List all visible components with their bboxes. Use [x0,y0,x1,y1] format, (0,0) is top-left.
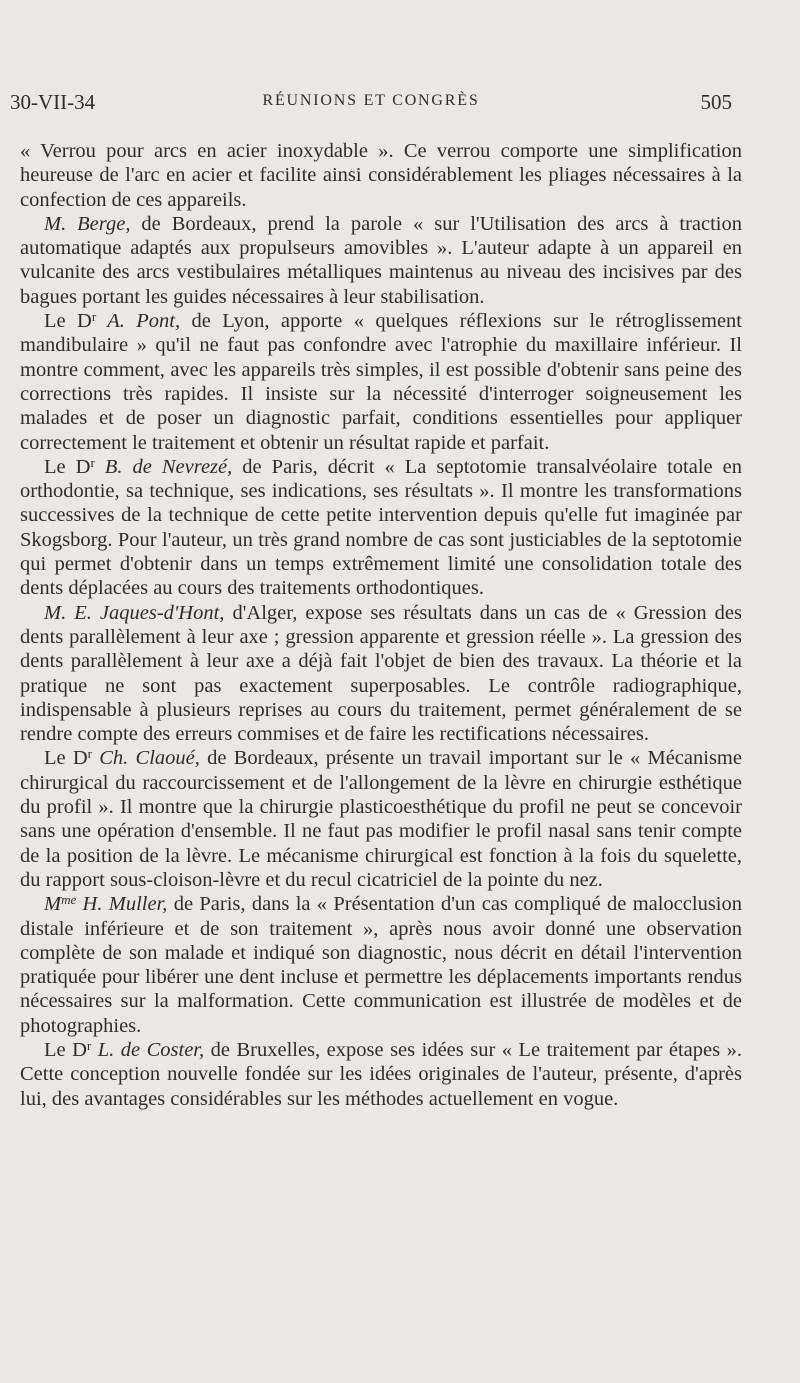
title-superscript: r [86,1037,92,1053]
title-superscript: r [87,746,93,762]
paragraph-text: de Paris, dans la « Présentation d'un cas compliqué de malocclusion distale inférieure et de son traitement », après nous avoir donné une observation complète de son malade et indiqué son diagnostic, nous décrit en détail l'intervention pratiquée pour libérer une dent incluse et permettre les déplacements importants rendus nécessaires sur la malformation. Cette communication est illustrée de modèles et de photographies. [20,893,742,1037]
speaker-title: Le D [44,310,92,333]
paragraph-text: de Bruxelles, expose ses idées sur « Le traitement par étapes ». Cette conception nouvelle fondée sur les idées originales de l'auteur, présente, d'après lui, des avantages considérables sur les méthodes actuellement en vogue. [20,1038,742,1110]
speaker-title: M [44,893,62,916]
paragraph-text: « Verrou pour arcs en acier inoxydable ». Ce verrou comporte une simplification heureuse de l'arc en acier et facilite ainsi considérablement les pliages nécessaires à la confection de ces appareils. [20,140,742,211]
paragraph-claoue [20,746,742,892]
paragraph-verrou [20,139,742,212]
paragraph-pont [20,309,742,455]
speaker-name: L. de Coster, [91,1038,205,1061]
title-superscript: r [91,309,97,325]
paragraph-text: de Bordeaux, présente un travail important sur le « Mécanisme chirurgical du raccourcissement et de l'allongement de la lèvre en chirurgie esthétique du profil ». Il montre que la chirurgie plasticoesthétique du profil ne peut se concevoir sans une opération d'ensemble. Il ne faut pas modifier le profil nasal sans tenir compte de la position de la lèvre. Le mécanisme chirurgical est fonction à la fois du squelette, du rapport sous-cloison-lèvre et du recul cicatriciel de la pointe du nez. [20,747,742,891]
speaker-title: Le D [44,455,91,478]
speaker-name: B. de Nevrezé, [94,455,233,478]
body-text [20,139,742,1111]
paragraph-jaques-dhont [20,601,742,747]
paragraph-berge [20,212,742,309]
speaker-name: H. Muller, [76,893,168,916]
header-date: 30-VII-34 [10,90,96,114]
speaker-name: Ch. Claoué, [92,747,200,770]
header-section-title: RÉUNIONS ET CONGRÈS [262,92,480,109]
paragraph-muller [20,892,742,1038]
paragraph-coster [20,1038,742,1111]
paragraph-nevreze [20,455,742,601]
page-number: 505 [700,90,732,114]
speaker-title: Le D [44,1038,87,1061]
speaker-name: M. Berge, [44,212,131,235]
speaker-name: M. E. Jaques-d'Hont, [44,601,225,624]
running-head [10,90,732,120]
paragraph-text: d'Alger, expose ses résultats dans un cas de « Gression des dents parallèlement à leur axe ; gression apparente et gression réelle ». La gression des dents parallèlement à leur axe a déjà fait l'objet de bien des travaux. La théorie et la pratique ne sont pas exactement superposables. Le contrôle radiographique, indispensable à plusieurs reprises au cours du traitement, permet généralement de se rendre compte des erreurs commises et de faire les rectifications nécessaires. [20,601,742,746]
paragraph-text: de Lyon, apporte « quelques réflexions sur le rétroglissement mandibulaire » qu'il ne faut pas confondre avec l'atrophie du maxillaire inférieur. Il montre comment, avec les appareils très simples, il est possible d'obtenir sans peine des corrections très rapides. Il insiste sur la nécessité d'interroger soigneusement les malades et de poser un diagnostic parfait, conditions essentielles pour appliquer correctement le traitement et obtenir un résultat rapide et parfait. [20,310,742,454]
paragraph-text: de Bordeaux, prend la parole « sur l'Utilisation des arcs à traction automatique adaptés aux propulseurs amovibles ». L'auteur adapte à un appareil en vulcanite des arcs vestibulaires métalliques maintenus au niveau des incisives par des bagues portant les guides nécessaires à leur stabilisation. [20,212,742,308]
speaker-title: Le D [44,747,88,770]
paragraph-text: de Paris, décrit « La septotomie transalvéolaire totale en orthodontie, sa technique, ses indications, ses résultats ». Il montre les transformations successives de la technique de cette petite intervention depuis qu'elle fut imaginée par Skogsborg. Pour l'auteur, un très grand nombre de cas sont justiciables de la septotomie qui permet d'obtenir dans un temps extrêmement limité une consolidation totale des dents déplacées au cours des traitements orthodontiques. [20,455,742,600]
title-superscript: r [90,454,95,470]
title-superscript: me [61,892,77,908]
speaker-name: A. Pont, [96,310,181,333]
